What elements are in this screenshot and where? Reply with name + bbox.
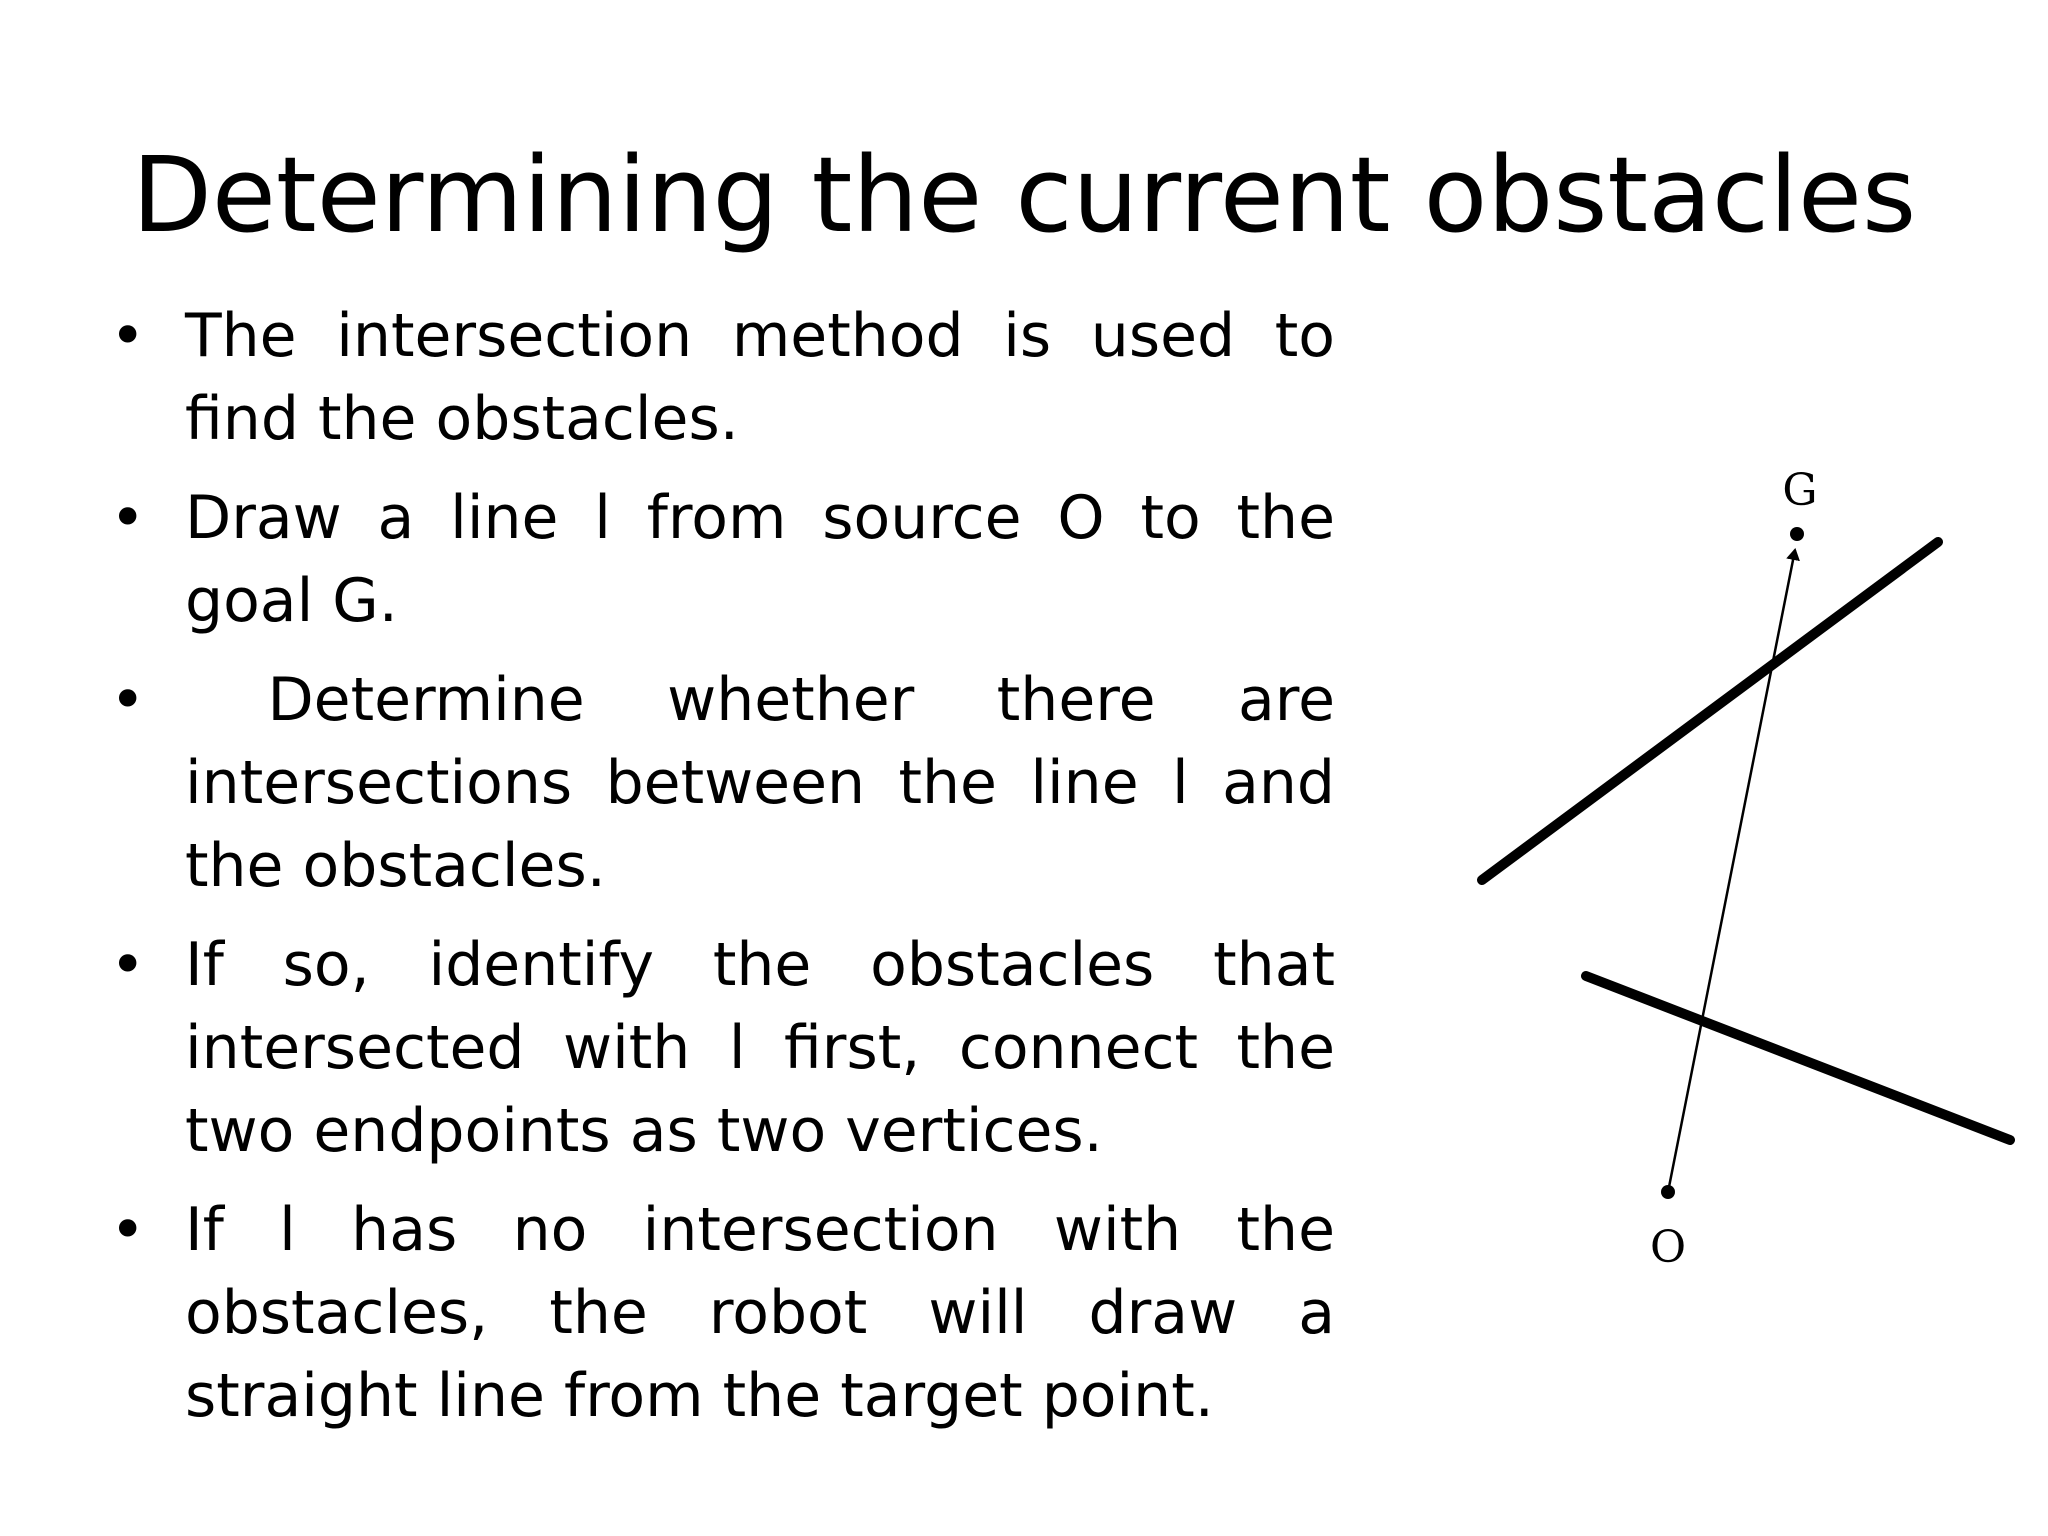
bullet-item	[110, 659, 1355, 908]
bullet-text: Draw a line l from source O to the goal G.	[185, 483, 1335, 636]
source-label: O	[1649, 1222, 1687, 1273]
slide-title: Determining the current obstacles	[131, 134, 1917, 256]
bullet-text: If so, identify the obstacles that intersected with l first, connect the two endpoints as two vertices.	[185, 930, 1335, 1166]
path-diagram	[1470, 460, 2030, 1280]
bullet-marker: •	[110, 483, 146, 553]
bullet-marker: •	[110, 301, 146, 371]
goal-label: G	[1782, 465, 1818, 516]
bullet-text: Determine whether there are intersections between the line l and the obstacles.	[185, 665, 1355, 901]
bullet-marker: •	[110, 930, 146, 1000]
obstacle-lower	[1586, 976, 2010, 1140]
bullet-item	[110, 1189, 1335, 1438]
bullet-item	[110, 477, 1335, 643]
bullet-item	[110, 924, 1335, 1173]
bullet-text: If l has no intersection with the obstacles, the robot will draw a straight line from the target point.	[185, 1195, 1335, 1431]
line-l	[1668, 550, 1795, 1192]
source-point	[1661, 1185, 1675, 1199]
bullet-marker: •	[110, 1195, 146, 1265]
bullet-item	[110, 295, 1335, 461]
bullet-list	[110, 295, 1355, 1454]
obstacle-upper	[1482, 542, 1938, 880]
bullet-marker: •	[110, 665, 146, 735]
bullet-text: The intersection method is used to find the obstacles.	[185, 301, 1335, 454]
goal-point	[1790, 527, 1804, 541]
